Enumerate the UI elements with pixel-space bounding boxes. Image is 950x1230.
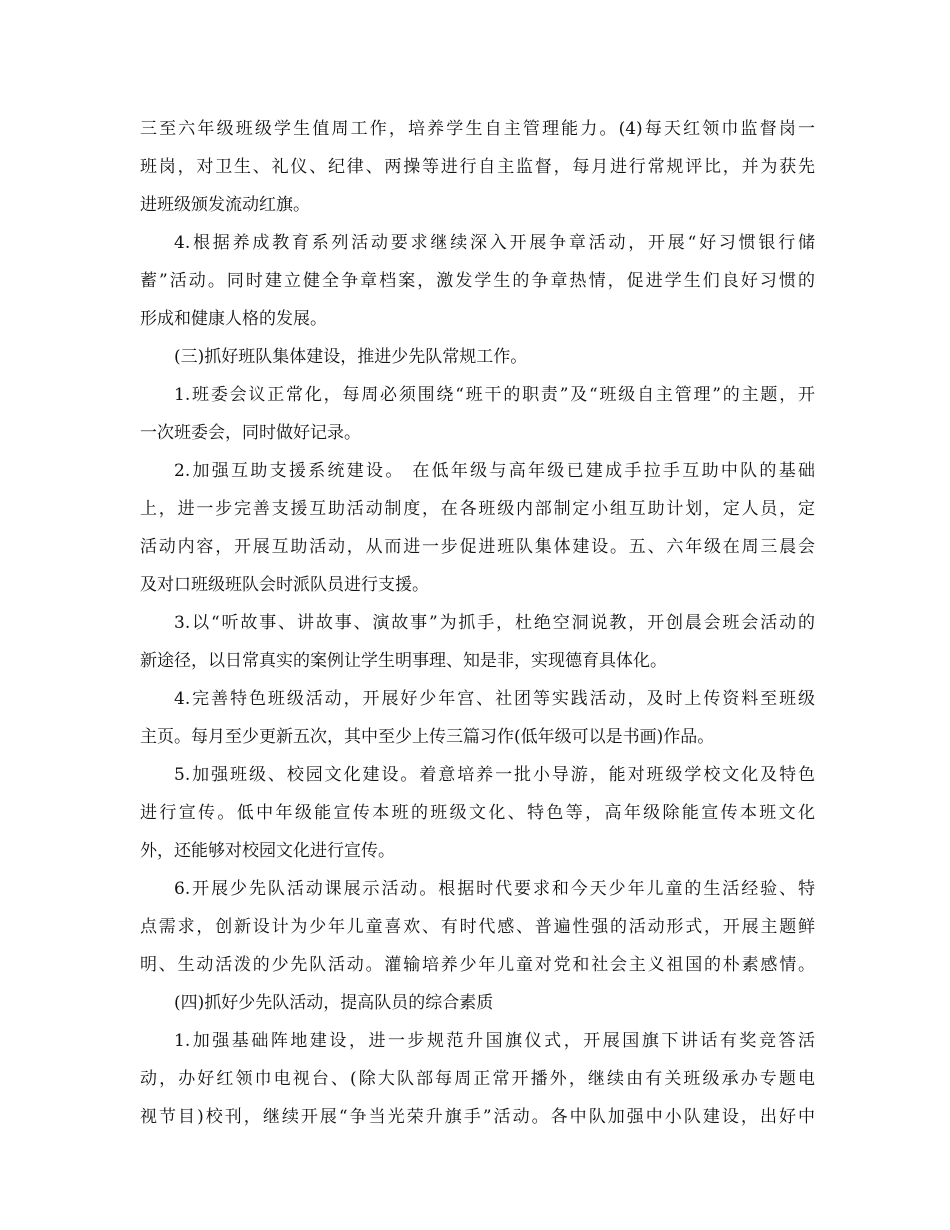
paragraph-line: 上，进一步完善支援互助活动制度，在各班级内部制定小组互助计划，定人员，定	[140, 499, 815, 519]
paragraph-line: 形成和健康人格的发展。	[140, 309, 327, 329]
paragraph-line: 活动内容，开展互助活动，从而进一步促进班队集体建设。五、六年级在周三晨会	[140, 537, 815, 557]
paragraph-line: 班岗，对卫生、礼仪、纪律、两操等进行自主监督，每月进行常规评比，并为获先	[140, 157, 815, 177]
paragraph-line: 4.根据养成教育系列活动要求继续深入开展争章活动，开展“好习惯银行储	[174, 233, 815, 253]
paragraph-line: 动，办好红领巾电视台、(除大队部每周正常开播外，继续由有关班级承办专题电	[140, 1069, 815, 1089]
paragraph-line: 进行宣传。低中年级能宣传本班的班级文化、特色等，高年级除能宣传本班文化	[140, 803, 815, 823]
paragraph-line: 1.加强基础阵地建设，进一步规范升国旗仪式，开展国旗下讲话有奖竞答活	[174, 1031, 815, 1051]
paragraph-line: 4.完善特色班级活动，开展好少年宫、社团等实践活动，及时上传资料至班级	[174, 689, 815, 709]
paragraph-line: 3.以“听故事、讲故事、演故事”为抓手，杜绝空洞说教，开创晨会班会活动的	[174, 613, 815, 633]
paragraph-line: 三至六年级班级学生值周工作，培养学生自主管理能力。(4)每天红领巾监督岗一	[140, 119, 815, 139]
paragraph-line: 2.加强互助支援系统建设。 在低年级与高年级已建成手拉手互助中队的基础	[174, 461, 815, 481]
paragraph-line: 6.开展少先队活动课展示活动。根据时代要求和今天少年儿童的生活经验、特	[174, 879, 815, 899]
section-heading: (四)抓好少先队活动，提高队员的综合素质	[174, 993, 494, 1013]
paragraph-line: 及对口班级班队会时派队员进行支援。	[140, 575, 429, 595]
paragraph-line: 1.班委会议正常化，每周必须围绕“班干的职责”及“班级自主管理”的主题，开	[174, 385, 815, 405]
paragraph-line: 进班级颁发流动红旗。	[140, 195, 310, 215]
paragraph-line: 一次班委会，同时做好记录。	[140, 423, 361, 443]
paragraph-line: 外，还能够对校园文化进行宣传。	[140, 841, 395, 861]
paragraph-line: 点需求，创新设计为少年儿童喜欢、有时代感、普遍性强的活动形式，开展主题鲜	[140, 917, 815, 937]
paragraph-line: 5.加强班级、校园文化建设。着意培养一批小导游，能对班级学校文化及特色	[174, 765, 815, 785]
section-heading: (三)抓好班队集体建设，推进少先队常规工作。	[174, 347, 528, 367]
paragraph-line: 主页。每月至少更新五次，其中至少上传三篇习作(低年级可以是书画)作品。	[140, 727, 715, 747]
paragraph-line: 新途径，以日常真实的案例让学生明事理、知是非，实现德育具体化。	[140, 651, 667, 671]
paragraph-line: 明、生动活泼的少先队活动。灌输培养少年儿童对党和社会主义祖国的朴素感情。	[140, 955, 815, 975]
paragraph-line: 蓄”活动。同时建立健全争章档案，激发学生的争章热情，促进学生们良好习惯的	[140, 271, 815, 291]
paragraph-line: 视节目)校刊，继续开展“争当光荣升旗手”活动。各中队加强中小队建设，出好中	[140, 1107, 815, 1127]
